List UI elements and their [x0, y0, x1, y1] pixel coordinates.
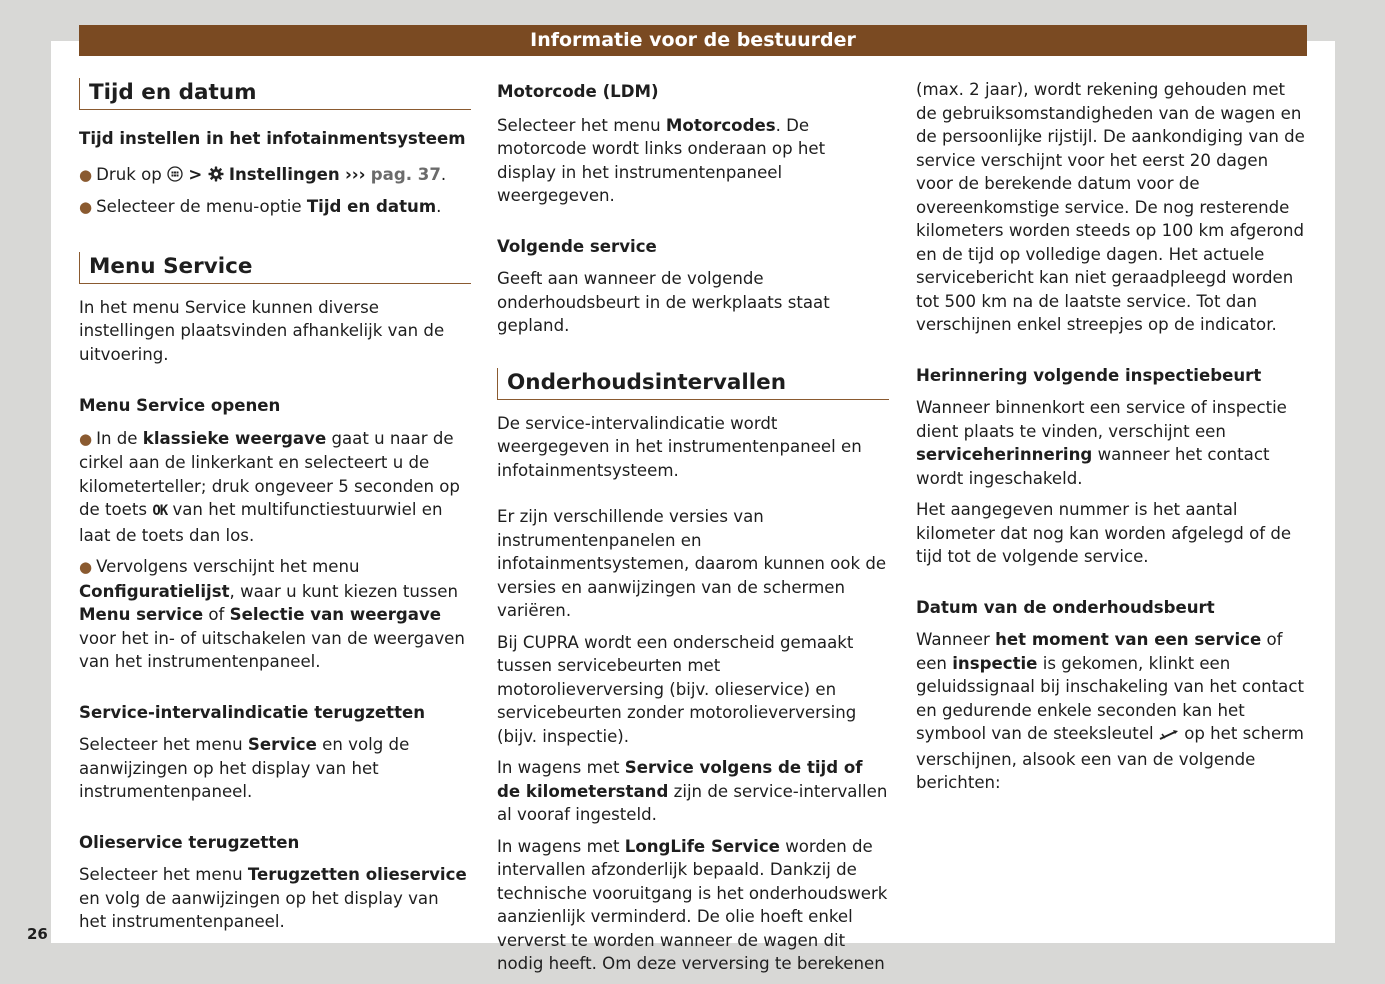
paragraph-service-date: Wanneer het moment van een service of een inspectie is gekomen, klinkt een geluidssignaal bij inschakeling van het contact en gedurende enkele seconden kan het symbool van de steeksleutel op het scherm verschijnen, alsook een van de volgende berichten:: [916, 630, 1304, 792]
paragraph-cupra-distinction: Bij CUPRA wordt een onderscheid gemaakt tussen servicebeurten met motorolieverversing (bijv. olieservice) en servicebeurten zonder motorolieverversing (bijv. inspectie).: [497, 632, 857, 746]
bullet-icon: ●: [79, 165, 93, 184]
paragraph-reset-indicator: Selecteer het menu Service en volg de aanwijzingen op het display van het instrumentenpaneel.: [79, 735, 410, 801]
bullet-icon: ●: [79, 429, 93, 448]
column-middle: [497, 78, 889, 976]
heading-time-date: Tijd en datum: [79, 78, 471, 110]
paragraph-time-mileage: In wagens met Service volgens de tijd of de kilometerstand zijn de service-intervallen al vooraf ingesteld.: [497, 758, 888, 824]
wrench-icon: [1159, 724, 1179, 748]
subheading-next-service: Volgende service: [497, 236, 657, 256]
paragraph-continuation: (max. 2 jaar), wordt rekening gehouden met de gebruiksomstandigheden van de wagen en de persoonlijke rijstijl. De aankondiging van de service verschijnt voor het eerst 20 dagen voor de berekende datum voor de overeenkomstige service. De nog resterende kilometers worden steeds op 100 km afgerond en de tijd op volledige dagen. Het actuele servicebericht kan niet geraadpleegd worden tot 500 km na de laatste service. Tot dan verschijnen enkel streepjes op de indicator.: [916, 80, 1305, 334]
bullet-classic-view: ● In de klassieke weergave gaat u naar de cirkel aan de linkerkant en selecteert u de kilometerteller; druk ongeveer 5 seconden op de toets OK van het multifunctiestuurwiel en laat de toets dan los.: [79, 428, 460, 545]
paragraph-longlife: In wagens met LongLife Service worden de intervallen afzonderlijk bepaald. Dankzij de technische vooruitgang is het onderhoudswerk aanzienlijk verminderd. De olie hoeft enkel ververst te worden wanneer de wagen dit nodig heeft. Om deze verversing te berekenen: [497, 836, 888, 973]
subheading-reset-oil: Olieservice terugzetten: [79, 832, 300, 852]
paragraph-number: Het aangegeven nummer is het aantal kilometer dat nog kan worden afgelegd of de tijd tot de volgende service.: [916, 500, 1292, 566]
paragraph-interval-indicator: De service-intervalindicatie wordt weergegeven in het instrumentenpaneel en infotainmentsysteem.: [497, 413, 862, 480]
page-number: 26: [27, 925, 48, 943]
paragraph-engine-code: Selecteer het menu Motorcodes. De motorcode wordt links onderaan op het display in het instrumentenpaneel weergegeven.: [497, 115, 826, 205]
paragraph-reminder: Wanneer binnenkort een service of inspectie dient plaats te vinden, verschijnt een serviceherinnering wanneer het contact wordt ingeschakeld.: [916, 398, 1287, 488]
bullet-icon: ●: [79, 198, 93, 216]
bullet-press: ● Druk op > Instellingen ››› pag. 37.: [79, 163, 471, 189]
subheading-engine-code: Motorcode (LDM): [497, 82, 659, 101]
heading-menu-service: Menu Service: [79, 252, 471, 284]
settings-menu-link: Instellingen: [228, 164, 340, 184]
page-reference-link[interactable]: pag. 37: [370, 164, 441, 184]
bullet-icon: ●: [79, 558, 93, 576]
heading-maintenance-intervals: Onderhoudsintervallen: [497, 368, 889, 400]
paragraph-next-service: Geeft aan wanneer de volgende onderhoudsbeurt in de werkplaats staat gepland.: [497, 269, 830, 335]
paragraph-reset-oil: Selecteer het menu Terugzetten olieservice en volg de aanwijzingen op het display van het instrumentenpaneel.: [79, 865, 467, 931]
subheading-inspection-reminder: Herinnering volgende inspectiebeurt: [916, 365, 1262, 385]
paragraph-versions: Er zijn verschillende versies van instrumentenpanelen en infotainmentsystemen, daarom kunnen ook de versies en aanwijzingen van de schermen variëren.: [497, 507, 887, 620]
menu-grid-icon: [167, 165, 183, 189]
bullet-select-option: ● Selecteer de menu-optie Tijd en datum.: [79, 197, 442, 216]
section-header-bar: Informatie voor de bestuurder: [79, 25, 1307, 56]
column-right: [916, 78, 1308, 795]
gear-icon: [208, 165, 224, 189]
ok-button-glyph: OK: [152, 503, 168, 519]
bullet-configuration: ● Vervolgens verschijnt het menu Configuratielijst, waar u kunt kiezen tussen Menu service of Selectie van weergave voor het in- of uitschakelen van de weergaven van het instrumentenpaneel.: [79, 557, 465, 671]
subheading-set-time: Tijd instellen in het infotainmentsysteem: [79, 129, 466, 148]
subheading-service-date: Datum van de onderhoudsbeurt: [916, 597, 1215, 617]
subheading-open-menu: Menu Service openen: [79, 396, 281, 415]
subheading-reset-indicator: Service-intervalindicatie terugzetten: [79, 702, 426, 722]
paragraph-menu-service: In het menu Service kunnen diverse instellingen plaatsvinden afhankelijk van de uitvoering.: [79, 297, 445, 364]
column-left: [79, 78, 471, 934]
